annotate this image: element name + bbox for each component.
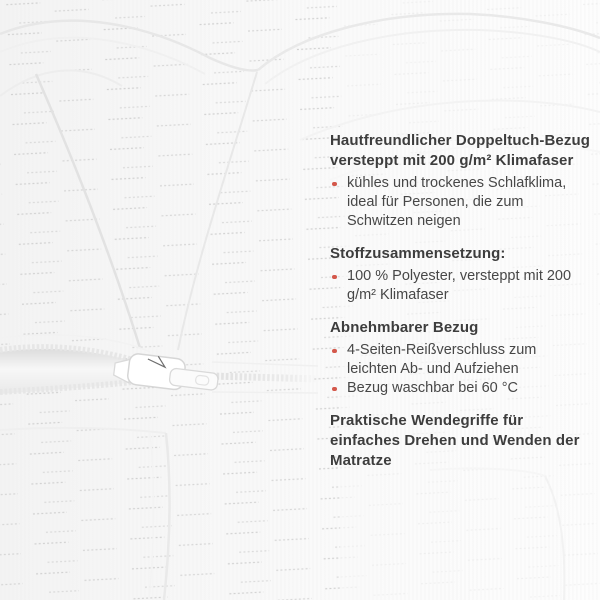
feature-block-handles: [330, 411, 590, 471]
feature-bullet: [330, 379, 590, 398]
bullet-text: 4-Seiten-Reißverschluss zum leichten Ab- und Aufziehen: [347, 342, 537, 377]
feature-block-material: [330, 244, 590, 305]
feature-heading: Praktische Wendegriffe für einfaches Drehen und Wenden der Matratze: [330, 412, 580, 469]
bullet-dot: [332, 349, 337, 354]
feature-bullet: [330, 174, 590, 231]
feature-block-cover: [330, 131, 590, 231]
bullet-text: 100 % Polyester, versteppt mit 200 g/m² Klimafaser: [347, 268, 572, 303]
feature-heading: Abnehmbarer Bezug: [330, 319, 479, 336]
feature-bullets: [330, 174, 590, 231]
feature-bullet: [330, 267, 590, 305]
feature-bullets: [330, 341, 590, 398]
feature-bullet: [330, 341, 590, 379]
feature-heading: Hautfreundlicher Doppeltuch-Bezug versteppt mit 200 g/m² Klimafaser: [330, 132, 590, 169]
bullet-dot: [332, 387, 337, 392]
feature-heading: Stoffzusammensetzung:: [330, 245, 506, 262]
bullet-text: Bezug waschbar bei 60 °C: [347, 380, 519, 396]
feature-bullets: [330, 267, 590, 305]
bullet-dot: [332, 275, 337, 280]
bullet-text: kühles und trockenes Schlafklima, ideal für Personen, die zum Schwitzen neigen: [347, 175, 567, 229]
feature-block-removable-cover: [330, 318, 590, 398]
bullet-dot: [332, 182, 337, 187]
feature-list: [330, 131, 590, 484]
